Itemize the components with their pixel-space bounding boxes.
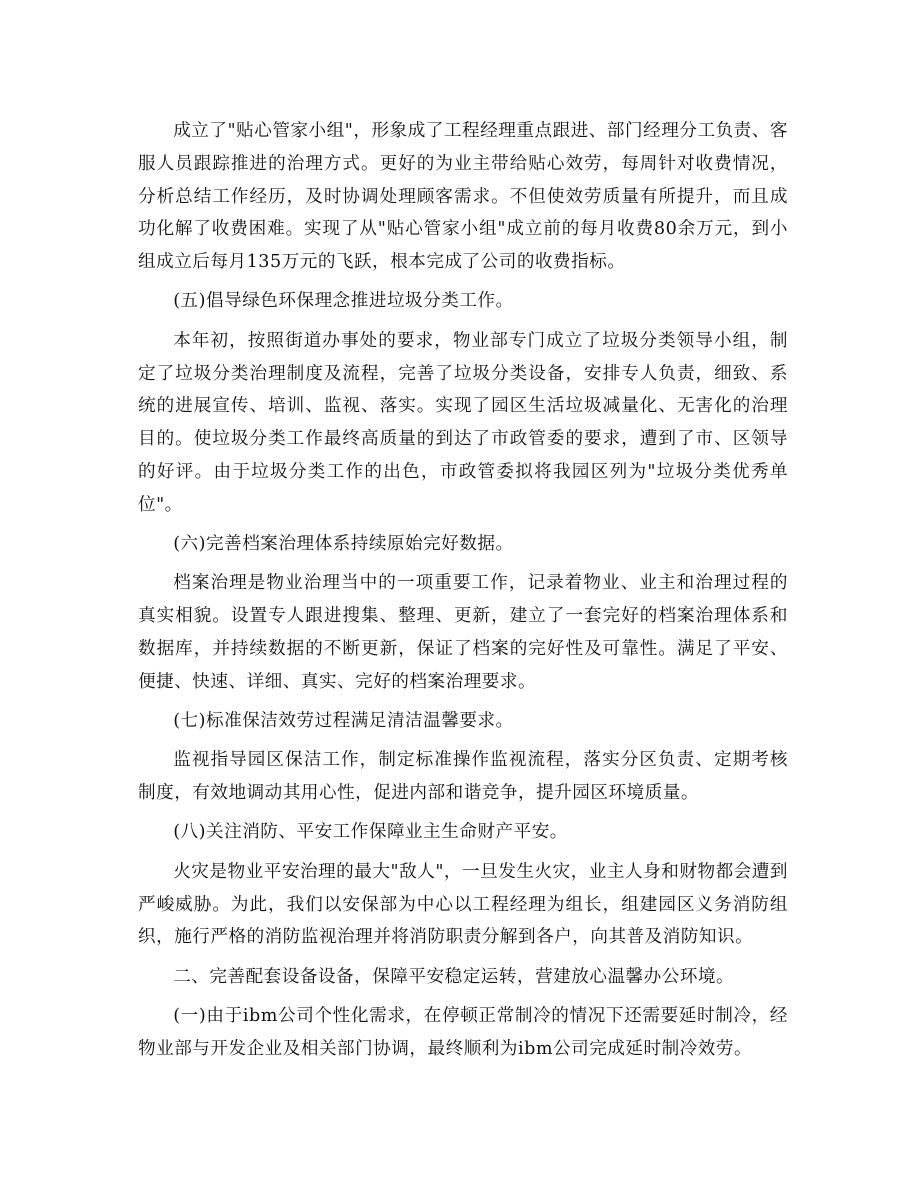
paragraph-collection-results: 成立了"贴心管家小组"，形象成了工程经理重点跟进、部门经理分工负责、客服人员跟踪推进的治理方式。更好的为业主带给贴心效劳，每周针对收费情况，分析总结工作经历，及时协调处理顾客需求。不但使效劳质量有所提升，而且成功化解了收费困难。实现了从"贴心管家小组"成立前的每月收费80余万元，到小组成立后每月135万元的飞跃，根本完成了公司的收费指标。 [138,121,788,273]
heading-fire-safety: (八)关注消防、平安工作保障业主生命财产平安。 [173,822,568,843]
heading-garbage-sorting: (五)倡导绿色环保理念推进垃圾分类工作。 [173,291,514,312]
document-body [138,115,788,1072]
paragraph-garbage-sorting: 本年初，按照街道办事处的要求，物业部专门成立了垃圾分类领导小组，制定了垃圾分类治理制度及流程，完善了垃圾分类设备，安排专人负责，细致、系统的进展宣传、培训、监视、落实。实现了园区生活垃圾减量化、无害化的治理目的。使垃圾分类工作最终高质量的到达了市政管委的要求，遭到了市、区领导的好评。由于垃圾分类工作的出色，市政管委拟将我园区列为"垃圾分类优秀单位"。 [138,330,788,515]
heading-section-two: 二、完善配套设备设备，保障平安稳定运转，营建放心温馨办公环境。 [173,966,735,987]
paragraph-archives: 档案治理是物业治理当中的一项重要工作，记录着物业、业主和治理过程的真实相貌。设置专人跟进搜集、整理、更新，建立了一套完好的档案治理体系和数据库，并持续数据的不断更新，保证了档案的完好性及可靠性。满足了平安、便捷、快速、详细、真实、完好的档案治理要求。 [138,573,788,692]
paragraph-cleaning: 监视指导园区保洁工作，制定标准操作监视流程，落实分区负责、定期考核制度，有效地调动其用心性，促进内部和谐竞争，提升园区环境质量。 [138,750,788,804]
paragraph-ibm-cooling: (一)由于ibm公司个性化需求，在停顿正常制冷的情况下还需要延时制冷，经物业部与开发企业及相关部门协调，最终顺利为ibm公司完成延时制冷效劳。 [138,1005,788,1059]
paragraph-fire-safety: 火灾是物业平安治理的最大"敌人"，一旦发生火灾，业主人身和财物都会遭到严峻威胁。为此，我们以安保部为中心以工程经理为组长，组建园区义务消防组织，施行严格的消防监视治理并将消防职责分解到各户，向其普及消防知识。 [138,861,788,948]
heading-archives: (六)完善档案治理体系持续原始完好数据。 [173,534,514,555]
heading-cleaning: (七)标准保洁效劳过程满足清洁温馨要求。 [173,711,514,732]
